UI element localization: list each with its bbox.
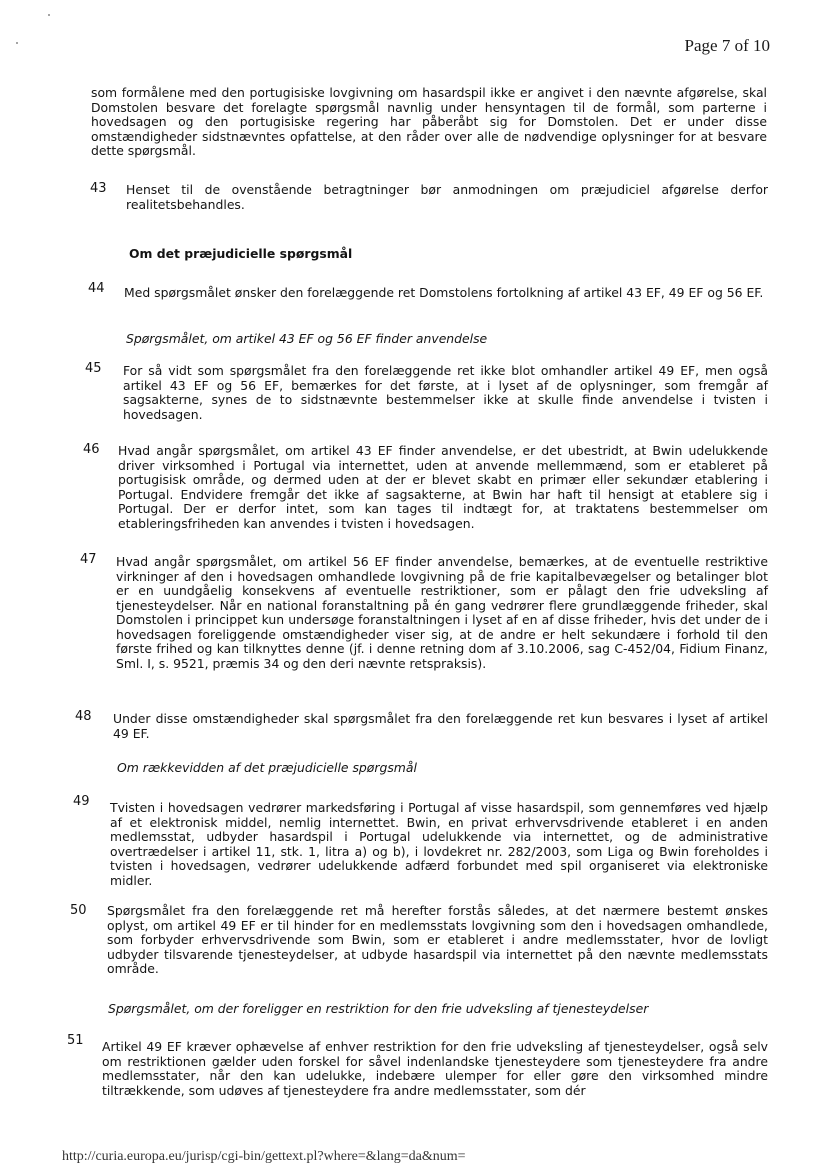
subsection-heading: Om rækkevidden af det præjudicielle spørgsmål — [117, 760, 417, 775]
paragraph-number: 49 — [73, 794, 90, 809]
paragraph-number: 43 — [90, 181, 107, 196]
paragraph-text: Hvad angår spørgsmålet, om artikel 56 EF finder anvendelse, bemærkes, at de eventuelle restriktive virkninger af den i hovedsagen omhandlede lovgivning på de frie kapitalbevægelser og betalinger blot er en uundgåelig konsekvens af eventuelle restriktioner, som er pålagt den frie udveksling af tjenesteydelser. Når en national foranstaltning på én gang vedrører flere grundlæggende friheder, skal Domstolen i princippet kun undersøge foranstaltningen i lyset af en af disse friheder, hvis det under de i hovedsagen foreliggende omstændigheder viser sig, at de andre er helt sekundære i forhold til den første frihed og kan tilknyttes denne (jf. i denne retning dom af 3.10.2006, sag C-452/04, Fidium Finanz, Sml. I, s. 9521, præmis 34 og den deri nævnte retspraksis). — [116, 554, 768, 671]
paragraph-text: Tvisten i hovedsagen vedrører markedsføring i Portugal af visse hasardspil, som gennemføres ved hjælp af et elektronisk middel, nemlig internettet. Bwin, en privat erhvervsdrivende etableret i en anden medlemsstat, udbyder hasardspil i Portugal udelukkende via internettet, og de administrative overtrædelser i artikel 11, stk. 1, litra a) og b), i lovdekret nr. 282/2003, som Liga og Bwin foreholdes i tvisten i hovedsagen, vedrører udelukkende adfærd forbundet med spil organiseret via elektroniske midler. — [110, 800, 768, 888]
paragraph-number: 47 — [80, 552, 97, 567]
paragraph-number: 51 — [67, 1033, 84, 1048]
paragraph-number: 44 — [88, 281, 105, 296]
scan-speck — [48, 14, 50, 16]
subsection-heading: Spørgsmålet, om artikel 43 EF og 56 EF finder anvendelse — [126, 331, 488, 346]
footer-url: http://curia.europa.eu/jurisp/cgi-bin/gettext.pl?where=&lang=da&num= — [62, 1149, 466, 1164]
paragraph-number: 46 — [83, 442, 100, 457]
paragraph-text: For så vidt som spørgsmålet fra den forelæggende ret ikke blot omhandler artikel 49 EF, men også artikel 43 EF og 56 EF, bemærkes for det første, at i lyset af de oplysninger, som fremgår af sagsakterne, synes de to sidstnævnte bestemmelser ikke at skulle finde anvendelse i tvisten i hovedsagen. — [123, 363, 768, 422]
paragraph-text: Henset til de ovenstående betragtninger bør anmodningen om præjudiciel afgørelse derfor realitetsbehandles. — [126, 182, 768, 212]
subsection-heading: Spørgsmålet, om der foreligger en restriktion for den frie udveksling af tjenesteydelser — [108, 1001, 649, 1016]
paragraph-text: Med spørgsmålet ønsker den forelæggende ret Domstolens fortolkning af artikel 43 EF, 49 EF og 56 EF. — [124, 285, 764, 300]
paragraph-number: 45 — [85, 361, 102, 376]
paragraph-text: Hvad angår spørgsmålet, om artikel 43 EF finder anvendelse, er det ubestridt, at Bwin udelukkende driver virksomhed i Portugal via internettet, uden at anvende mellemmænd, som er etableret på portugisisk område, og dermed uden at der er blevet skabt en primær eller sekundær etablering i Portugal. Endvidere fremgår det ikke af sagsakterne, at Bwin har haft til hensigt at etablere sig i Portugal. Der er derfor intet, som kan tages til indtægt for, at traktatens bestemmelser om etableringsfriheden kan anvendes i tvisten i hovedsagen. — [118, 443, 768, 531]
paragraph-text: Artikel 49 EF kræver ophævelse af enhver restriktion for den frie udveksling af tjenesteydelser, også selv om restriktionen gælder uden forskel for såvel indenlandske tjenesteydere som tjenesteydere fra andre medlemsstater, når den kan udelukke, indebære ulemper for eller gøre den virksomhed mindre tiltrækkende, som udøves af tjenesteydere fra andre medlemsstater, som dér — [102, 1039, 768, 1098]
paragraph-number: 50 — [70, 903, 87, 918]
paragraph-continuation-text: som formålene med den portugisiske lovgivning om hasardspil ikke er angivet i den nævnte afgørelse, skal Domstolen besvare det forelagte spørgsmål navnlig under hensyntagen til de formål, som parterne i hovedsagen og den portugisiske regering har påberåbt sig for Domstolen. Det er under disse omstændigheder sidstnævntes opfattelse, at den råder over alle de nødvendige oplysninger for at besvare dette spørgsmål. — [91, 85, 767, 158]
scan-speck — [16, 42, 18, 44]
paragraph-text: Spørgsmålet fra den forelæggende ret må herefter forstås således, at det nærmere bestemt ønskes oplyst, om artikel 49 EF er til hinder for en medlemsstats lovgivning som den i hovedsagen omhandlede, som forbyder erhvervsdrivende som Bwin, som er etableret i andre medlemsstater, hvor de lovligt udbyder tilsvarende tjenesteydelser, at udbyde hasardspil via internettet på den nævnte medlemsstats område. — [107, 903, 768, 976]
section-heading: Om det præjudicielle spørgsmål — [129, 246, 353, 261]
page-number: Page 7 of 10 — [684, 36, 770, 55]
paragraph-number: 48 — [75, 709, 92, 724]
paragraph-text: Under disse omstændigheder skal spørgsmålet fra den forelæggende ret kun besvares i lyset af artikel 49 EF. — [113, 711, 768, 741]
